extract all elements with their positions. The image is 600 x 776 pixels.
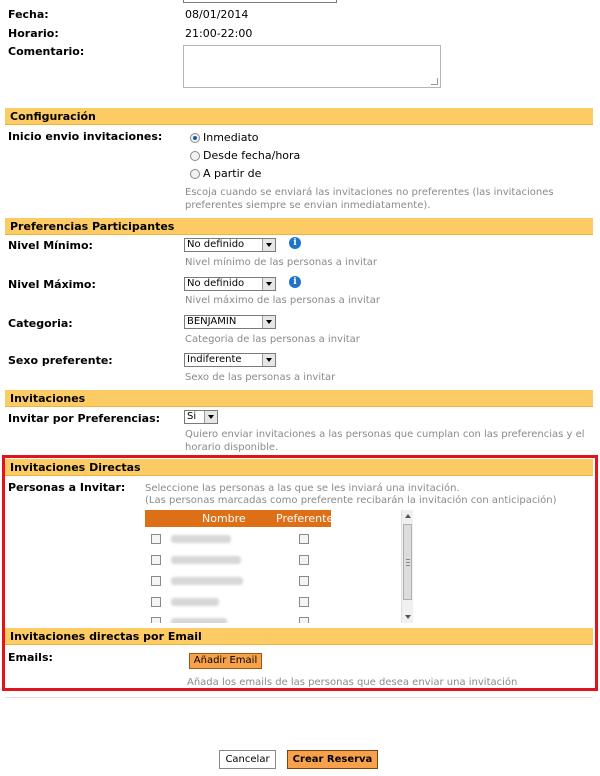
add-email-button[interactable]: Añadir Email [189, 653, 262, 669]
row-preferente-checkbox[interactable] [299, 534, 309, 544]
chevron-down-icon[interactable] [262, 316, 275, 328]
info-icon[interactable]: i [289, 276, 301, 288]
row-invite-checkbox[interactable] [151, 617, 161, 623]
row-invite-checkbox[interactable] [151, 555, 161, 565]
chevron-down-icon[interactable] [204, 411, 217, 423]
personas-table [145, 510, 413, 623]
fecha-value: 08/01/2014 [185, 8, 249, 21]
nivel-minimo-value: No definido [187, 239, 245, 250]
personas-help-1: Seleccione las personas a las que se les inviará una invitación. [145, 483, 460, 494]
radio-inmediato-label[interactable]: Inmediato [203, 131, 259, 144]
nivel-minimo-select[interactable] [184, 238, 276, 252]
row-preferente-checkbox[interactable] [299, 617, 309, 623]
horario-value: 21:00-22:00 [185, 27, 253, 40]
personas-invitar-label: Personas a Invitar: [8, 481, 126, 494]
blurred-name [171, 618, 227, 623]
fecha-label: Fecha: [8, 8, 49, 21]
scroll-down-icon[interactable] [405, 615, 411, 619]
nivel-maximo-select[interactable] [184, 277, 276, 291]
categoria-label: Categoria: [8, 317, 73, 330]
emails-label: Emails: [8, 651, 53, 664]
personas-help-2: (Las personas marcadas como preferente recibarán la invitación con anticipación) [145, 495, 557, 506]
nivel-minimo-label: Nivel Mínimo: [8, 239, 93, 252]
sexo-label: Sexo preferente: [8, 354, 113, 367]
row-invite-checkbox[interactable] [151, 597, 161, 607]
resize-handle-icon[interactable] [431, 78, 438, 85]
inicio-envio-label: Inicio envio invitaciones: [8, 130, 163, 143]
info-icon[interactable]: i [289, 237, 301, 249]
blurred-name [171, 556, 241, 564]
row-preferente-checkbox[interactable] [299, 576, 309, 586]
categoria-select[interactable] [184, 315, 276, 329]
chevron-down-icon[interactable] [262, 239, 275, 251]
nivel-minimo-help: Nivel mínimo de las personas a invitar [185, 257, 378, 268]
radio-desde-fecha-label[interactable]: Desde fecha/hora [203, 149, 301, 162]
invitar-preferencias-help: Quiero enviar invitaciones a las personas que cumplan con las preferencias y el horario disponible. [185, 429, 585, 453]
scroll-up-icon[interactable] [405, 514, 411, 518]
radio-a-partir-de[interactable] [190, 169, 200, 179]
sexo-help: Sexo de las personas a invitar [185, 372, 336, 383]
section-configuracion: Configuración [5, 108, 593, 125]
divider [5, 697, 593, 698]
nivel-maximo-label: Nivel Máximo: [8, 278, 96, 291]
scrollbar-thumb[interactable] [403, 524, 412, 600]
section-preferencias: Preferencias Participantes [5, 218, 593, 235]
sexo-value: Indiferente [187, 354, 242, 365]
chevron-down-icon[interactable] [262, 278, 275, 290]
section-invitaciones-directas: Invitaciones Directas [5, 459, 593, 476]
col-nombre-header: Nombre [202, 512, 246, 525]
top-select-edge[interactable] [183, 0, 337, 3]
inicio-envio-help: Escoja cuando se enviará las invitaciones no preferentes (las invitaciones preferentes siempre se envian inmediatamente). [185, 187, 554, 211]
radio-inmediato[interactable] [190, 133, 200, 143]
sexo-select[interactable] [184, 353, 276, 367]
categoria-value: BENJAMIN [187, 316, 237, 327]
comentario-label: Comentario: [8, 45, 85, 58]
section-invitaciones: Invitaciones [5, 390, 593, 407]
blurred-name [171, 535, 231, 543]
invitar-preferencias-select[interactable] [184, 410, 218, 424]
emails-help: Añada los emails de las personas que desea enviar una invitación [187, 677, 518, 688]
invitar-preferencias-value: Si [187, 411, 197, 422]
nivel-maximo-value: No definido [187, 278, 245, 289]
create-reservation-button[interactable]: Crear Reserva [287, 750, 378, 769]
categoria-help: Categoria de las personas a invitar [185, 334, 360, 345]
comentario-textarea[interactable] [183, 45, 441, 88]
radio-desde-fecha[interactable] [190, 151, 200, 161]
chevron-down-icon[interactable] [262, 354, 275, 366]
blurred-name [171, 598, 219, 606]
horario-label: Horario: [8, 27, 59, 40]
invitar-preferencias-label: Invitar por Preferencias: [8, 412, 161, 425]
row-preferente-checkbox[interactable] [299, 597, 309, 607]
row-invite-checkbox[interactable] [151, 534, 161, 544]
cancel-button[interactable]: Cancelar [219, 750, 276, 769]
section-invitaciones-email: Invitaciones directas por Email [5, 628, 593, 645]
table-header [145, 510, 334, 527]
blurred-name [171, 577, 243, 585]
row-preferente-checkbox[interactable] [299, 555, 309, 565]
nivel-maximo-help: Nivel máximo de las personas a invitar [185, 295, 380, 306]
col-preferente-header: Preferente [276, 512, 334, 525]
table-scrollbar[interactable] [401, 510, 413, 623]
radio-a-partir-de-label[interactable]: A partir de [203, 167, 262, 180]
row-invite-checkbox[interactable] [151, 576, 161, 586]
